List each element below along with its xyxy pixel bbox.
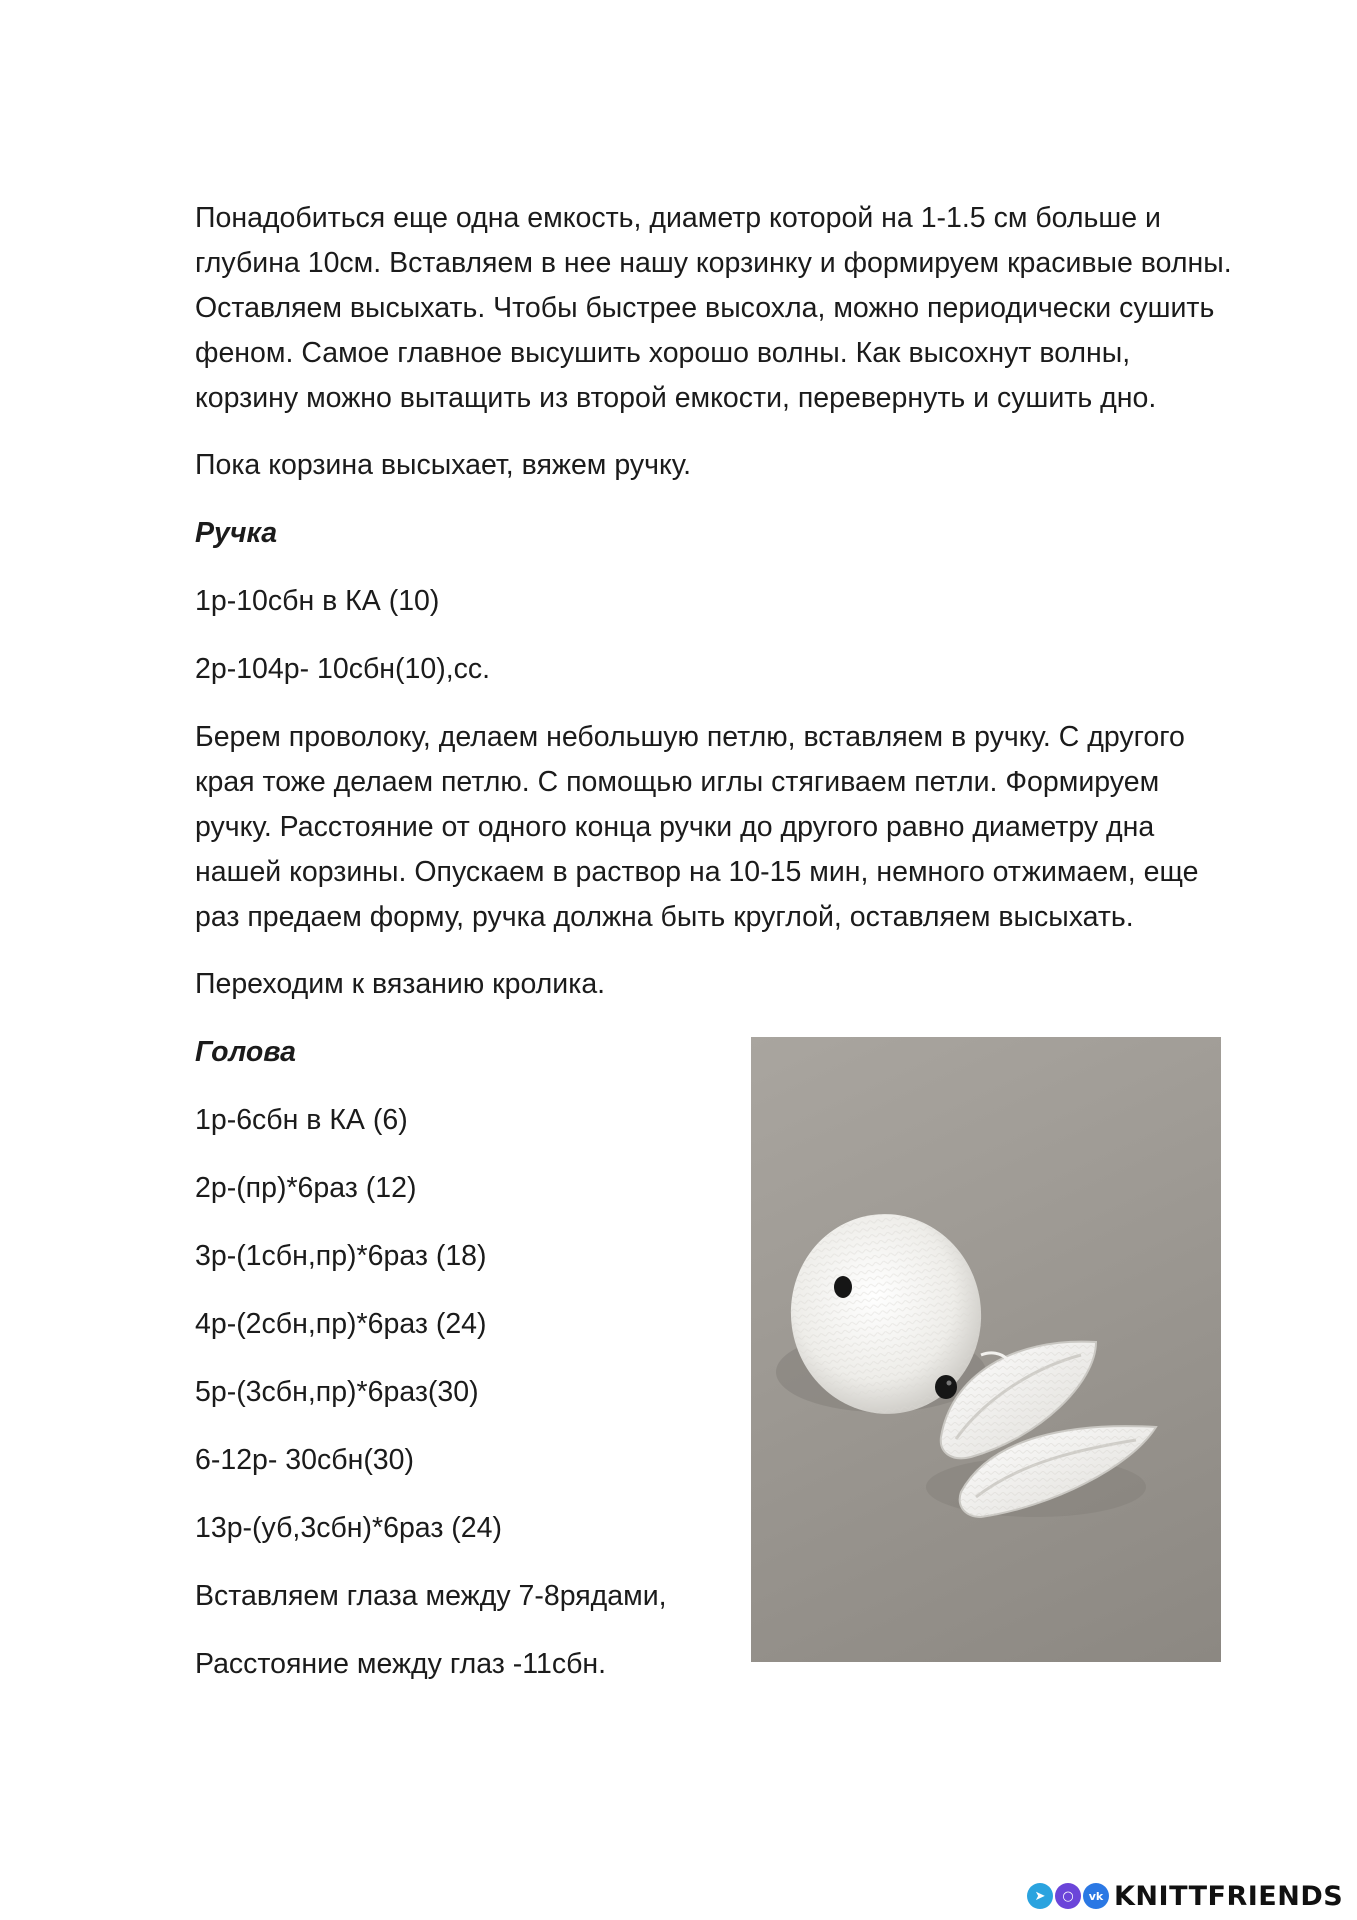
brand-name: KNITTFRIENDS: [1114, 1880, 1344, 1912]
right-eye: [935, 1375, 957, 1399]
intro-line: Понадобиться еще одна емкость, диаметр которой на 1-1.5 см больше и: [195, 202, 1161, 234]
intro-line: глубина 10см. Вставляем в нее нашу корзинку и формируем красивые волны.: [195, 247, 1232, 279]
intro-paragraph: [195, 196, 1305, 421]
head-row: 1р-6сбн в КА (6): [195, 1104, 408, 1136]
head-row: 3р-(1сбн,пр)*6раз (18): [195, 1240, 487, 1272]
handle-row: 2р-104р- 10сбн(10),сс.: [195, 653, 491, 685]
head-row: 6-12р- 30сбн(30): [195, 1444, 414, 1476]
instructions-column: [195, 196, 1305, 1007]
head-row: 4р-(2сбн,пр)*6раз (24): [195, 1308, 487, 1340]
head-note: Вставляем глаза между 7-8рядами,: [195, 1580, 667, 1612]
handle-row: 1р-10сбн в КА (10): [195, 585, 440, 617]
handle-instruction-line: ручку. Расстояние от одного конца ручки до другого равно диаметру дна: [195, 811, 1155, 843]
bunny-transition: Переходим к вязанию кролика.: [195, 968, 606, 1000]
head-row: 5р-(3сбн,пр)*6раз(30): [195, 1376, 479, 1408]
handle-instructions: [195, 715, 1305, 940]
max-icon[interactable]: ○: [1055, 1883, 1081, 1909]
handle-instruction-line: раз предаем форму, ручка должна быть круглой, оставляем высыхать.: [195, 901, 1134, 933]
brand-footer: [1027, 1882, 1343, 1910]
basket-drying-note: Пока корзина высыхает, вяжем ручку.: [195, 449, 692, 481]
head-row: 2р-(пр)*6раз (12): [195, 1172, 417, 1204]
left-eye: [834, 1276, 852, 1298]
head-section: [195, 1030, 715, 1710]
handle-instruction-line: края тоже делаем петлю. С помощью иглы стягиваем петли. Формируем: [195, 766, 1160, 798]
intro-line: Оставляем высыхать. Чтобы быстрее высохла, можно периодически сушить: [195, 292, 1215, 324]
telegram-icon[interactable]: ➤: [1027, 1883, 1053, 1909]
handle-heading: Ручка: [195, 517, 278, 549]
intro-line: феном. Самое главное высушить хорошо волны. Как высохнут волны,: [195, 337, 1131, 369]
crochet-bunny-head-photo: [751, 1037, 1221, 1662]
bunny-illustration: [751, 1037, 1221, 1662]
head-heading: Голова: [195, 1036, 296, 1068]
handle-instruction-line: нашей корзины. Опускаем в раствор на 10-15 мин, немного отжимаем, еще: [195, 856, 1199, 888]
handle-instruction-line: Берем проволоку, делаем небольшую петлю, вставляем в ручку. С другого: [195, 721, 1185, 753]
vk-icon[interactable]: vk: [1083, 1883, 1109, 1909]
head-row: 13р-(уб,3сбн)*6раз (24): [195, 1512, 502, 1544]
head-note: Расстояние между глаз -11сбн.: [195, 1648, 607, 1680]
intro-line: корзину можно вытащить из второй емкости, перевернуть и сушить дно.: [195, 382, 1157, 414]
